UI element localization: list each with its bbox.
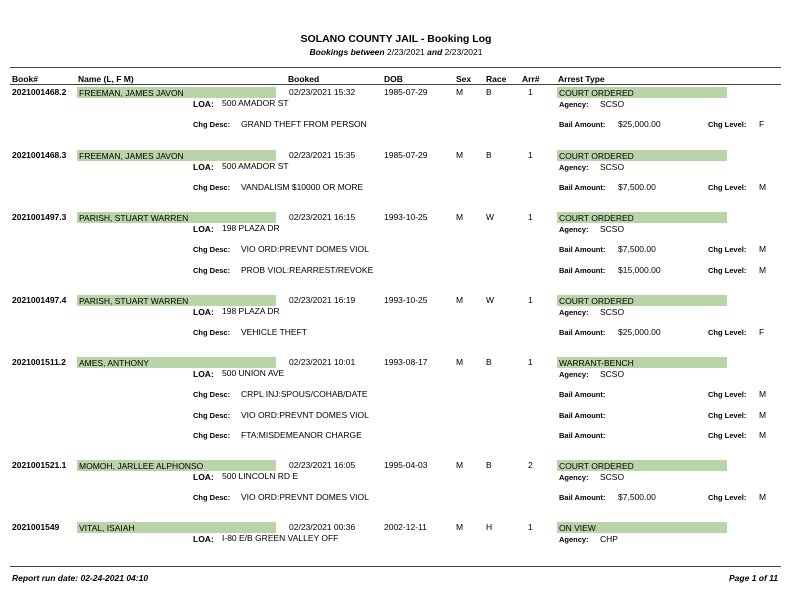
race: B (486, 357, 492, 367)
agency-value: CHP (600, 534, 618, 544)
col-header-sex: Sex (456, 74, 472, 84)
agency-value: SCSO (600, 99, 625, 109)
agency-label: Agency: (559, 370, 589, 379)
sex: M (456, 212, 464, 222)
charge-level-label: Chg Level: (708, 183, 747, 192)
agency-value: SCSO (600, 162, 625, 172)
arrest-number: 1 (528, 295, 533, 305)
report-title: SOLANO COUNTY JAIL - Booking Log (300, 33, 492, 45)
arrest-number: 1 (528, 522, 533, 532)
arrest-type: COURT ORDERED (559, 88, 634, 98)
arrest-type: ON VIEW (559, 523, 596, 533)
charge-level-value: M (759, 264, 767, 275)
charge-level-label: Chg Level: (708, 493, 747, 502)
bail-amount-label: Bail Amount: (559, 120, 606, 129)
header-rule-bottom (10, 84, 781, 85)
charge-level-value: M (759, 409, 767, 420)
booking-number: 2021001549 (12, 522, 60, 532)
date-of-birth: 1985-07-29 (384, 150, 428, 160)
charge-desc-label: Chg Desc: (193, 183, 231, 192)
charge-level-label: Chg Level: (708, 410, 747, 420)
inmate-name: FREEMAN, JAMES JAVON (79, 88, 184, 98)
charge-level-value: M (759, 182, 767, 192)
report-run-date: Report run date: 02-24-2021 04:10 (12, 573, 149, 583)
charge-desc-label: Chg Desc: (193, 410, 231, 420)
arrest-type: WARRANT-BENCH (559, 358, 634, 368)
agency-value: SCSO (600, 472, 625, 482)
sex: M (456, 87, 464, 97)
bail-amount-value: $7,500.00 (618, 492, 656, 502)
date-of-birth: 1993-08-17 (384, 357, 428, 367)
col-header-dob: DOB (384, 74, 403, 84)
charge-desc-label: Chg Desc: (193, 120, 231, 129)
arrest-number: 1 (528, 357, 533, 367)
inmate-name: AMES, ANTHONY (79, 358, 149, 368)
sex: M (456, 150, 464, 160)
charge-level-label: Chg Level: (708, 245, 747, 254)
charge-description: CRPL INJ:SPOUS/COHAB/DATE (241, 389, 368, 399)
charge-level-value: M (759, 430, 767, 440)
agency-value: SCSO (600, 307, 625, 317)
col-header-race: Race (486, 74, 507, 84)
loa-label: LOA: (193, 99, 214, 109)
loa-value: I-80 E/B GREEN VALLEY OFF (222, 533, 339, 543)
footer-rule (10, 566, 781, 567)
booking-number: 2021001521.1 (12, 460, 67, 470)
sex: M (456, 295, 464, 305)
loa-label: LOA: (193, 224, 214, 234)
col-header-arrest-type: Arrest Type (558, 74, 605, 84)
arrest-number: 2 (528, 460, 533, 470)
booking-number: 2021001511.2 (12, 357, 66, 367)
race: H (486, 522, 493, 532)
charge-level-label: Chg Level: (708, 431, 747, 440)
bail-amount-label: Bail Amount: (559, 493, 606, 502)
arrest-type: COURT ORDERED (559, 213, 634, 223)
loa-value: 500 AMADOR ST (222, 98, 289, 108)
bail-amount-label: Bail Amount: (559, 410, 606, 420)
col-header-booked: Booked (288, 74, 320, 84)
race: W (486, 212, 495, 222)
date-of-birth: 1995-04-03 (384, 460, 428, 470)
charge-level-value: M (759, 492, 767, 502)
charge-description: VIO ORD:PREVNT DOMES VIOL (241, 492, 369, 502)
charge-desc-label: Chg Desc: (193, 245, 231, 254)
charge-desc-label: Chg Desc: (193, 265, 231, 275)
charge-level-label: Chg Level: (708, 328, 747, 337)
agency-label: Agency: (559, 473, 589, 482)
race: B (486, 87, 492, 97)
charge-description: VANDALISM $10000 OR MORE (241, 182, 364, 192)
arrest-number: 1 (528, 87, 533, 97)
charge-description: FTA:MISDEMEANOR CHARGE (241, 430, 362, 440)
inmate-name: PARISH, STUART WARREN (79, 296, 189, 306)
inmate-name: PARISH, STUART WARREN (79, 213, 189, 223)
col-header-book: Book# (12, 74, 38, 84)
booked-datetime: 02/23/2021 10:01 (289, 357, 356, 367)
loa-value: 198 PLAZA DR (222, 223, 280, 233)
subtitle-prefix: Bookings between (309, 47, 385, 57)
charge-desc-label: Chg Desc: (193, 493, 231, 502)
booking-number: 2021001497.4 (12, 295, 67, 305)
agency-value: SCSO (600, 224, 625, 234)
booking-number: 2021001468.2 (12, 87, 67, 97)
arrest-type: COURT ORDERED (559, 461, 634, 471)
date-from: 2/23/2021 (386, 47, 425, 57)
loa-label: LOA: (193, 534, 214, 544)
arrest-number: 1 (528, 212, 533, 222)
race: B (486, 460, 492, 470)
agency-label: Agency: (559, 163, 589, 172)
col-header-name: Name (L, F M) (78, 74, 134, 84)
arrest-number: 1 (528, 150, 533, 160)
charge-level-value: M (759, 244, 767, 254)
bail-amount-label: Bail Amount: (559, 431, 606, 440)
date-to: 2/23/2021 (444, 47, 483, 57)
booked-datetime: 02/23/2021 16:05 (289, 460, 356, 470)
arrest-type: COURT ORDERED (559, 151, 634, 161)
header-rule-top (10, 67, 781, 68)
agency-label: Agency: (559, 225, 589, 234)
charge-desc-label: Chg Desc: (193, 328, 231, 337)
charge-description: GRAND THEFT FROM PERSON (241, 119, 367, 129)
loa-label: LOA: (193, 162, 214, 172)
bail-amount-value: $7,500.00 (618, 182, 656, 192)
loa-label: LOA: (193, 369, 214, 379)
charge-level-value: M (759, 389, 767, 399)
charge-description: VEHICLE THEFT (241, 327, 307, 337)
loa-value: 500 UNION AVE (222, 368, 285, 378)
col-header-arr: Arr# (522, 74, 540, 84)
date-of-birth: 2002-12-11 (384, 522, 427, 532)
booking-number: 2021001497.3 (12, 212, 67, 222)
booked-datetime: 02/23/2021 16:15 (289, 212, 356, 222)
inmate-name: FREEMAN, JAMES JAVON (79, 151, 184, 161)
loa-label: LOA: (193, 472, 214, 482)
inmate-name: MOMOH, JARLLEE ALPHONSO (79, 461, 204, 471)
sex: M (456, 357, 464, 367)
charge-description: PROB VIOL:REARREST/REVOKE (241, 264, 374, 275)
bail-amount-label: Bail Amount: (559, 265, 606, 275)
agency-label: Agency: (559, 100, 589, 109)
charge-level-value: F (759, 119, 765, 129)
bail-amount-value: $15,000.00 (618, 264, 661, 275)
agency-value: SCSO (600, 369, 625, 379)
loa-label: LOA: (193, 307, 214, 317)
bail-amount-label: Bail Amount: (559, 328, 606, 337)
booked-datetime: 02/23/2021 15:35 (289, 150, 356, 160)
race: B (486, 150, 492, 160)
bail-amount-value: $7,500.00 (618, 244, 656, 254)
sex: M (456, 460, 464, 470)
bail-amount-value: $25,000.00 (618, 119, 661, 129)
agency-label: Agency: (559, 308, 589, 317)
loa-value: 198 PLAZA DR (222, 306, 280, 316)
date-of-birth: 1993-10-25 (384, 212, 428, 222)
date-of-birth: 1985-07-29 (384, 87, 428, 97)
booked-datetime: 02/23/2021 16:19 (289, 295, 356, 305)
arrest-type: COURT ORDERED (559, 296, 634, 306)
bail-amount-label: Bail Amount: (559, 245, 606, 254)
inmate-name: VITAL, ISAIAH (79, 523, 135, 533)
page-number: Page 1 of 11 (729, 573, 778, 583)
booking-number: 2021001468.3 (12, 150, 67, 160)
report-subtitle (0, 47, 792, 57)
loa-value: 500 AMADOR ST (222, 161, 289, 171)
bail-amount-label: Bail Amount: (559, 390, 606, 399)
charge-level-label: Chg Level: (708, 265, 747, 275)
booked-datetime: 02/23/2021 15:32 (289, 87, 356, 97)
charge-level-label: Chg Level: (708, 120, 747, 129)
bail-amount-value: $25,000.00 (618, 327, 661, 337)
race: W (486, 295, 495, 305)
sex: M (456, 522, 464, 532)
date-of-birth: 1993-10-25 (384, 295, 428, 305)
bail-amount-label: Bail Amount: (559, 183, 606, 192)
charge-level-label: Chg Level: (708, 390, 747, 399)
charge-desc-label: Chg Desc: (193, 431, 231, 440)
booked-datetime: 02/23/2021 00:36 (289, 522, 356, 532)
charge-desc-label: Chg Desc: (193, 390, 231, 399)
charge-level-value: F (759, 327, 765, 337)
subtitle-and: and (427, 47, 443, 57)
agency-label: Agency: (559, 535, 589, 544)
loa-value: 500 LINCOLN RD E (222, 471, 299, 481)
charge-description: VIO ORD:PREVNT DOMES VIOL (241, 409, 369, 420)
charge-description: VIO ORD:PREVNT DOMES VIOL (241, 244, 369, 254)
